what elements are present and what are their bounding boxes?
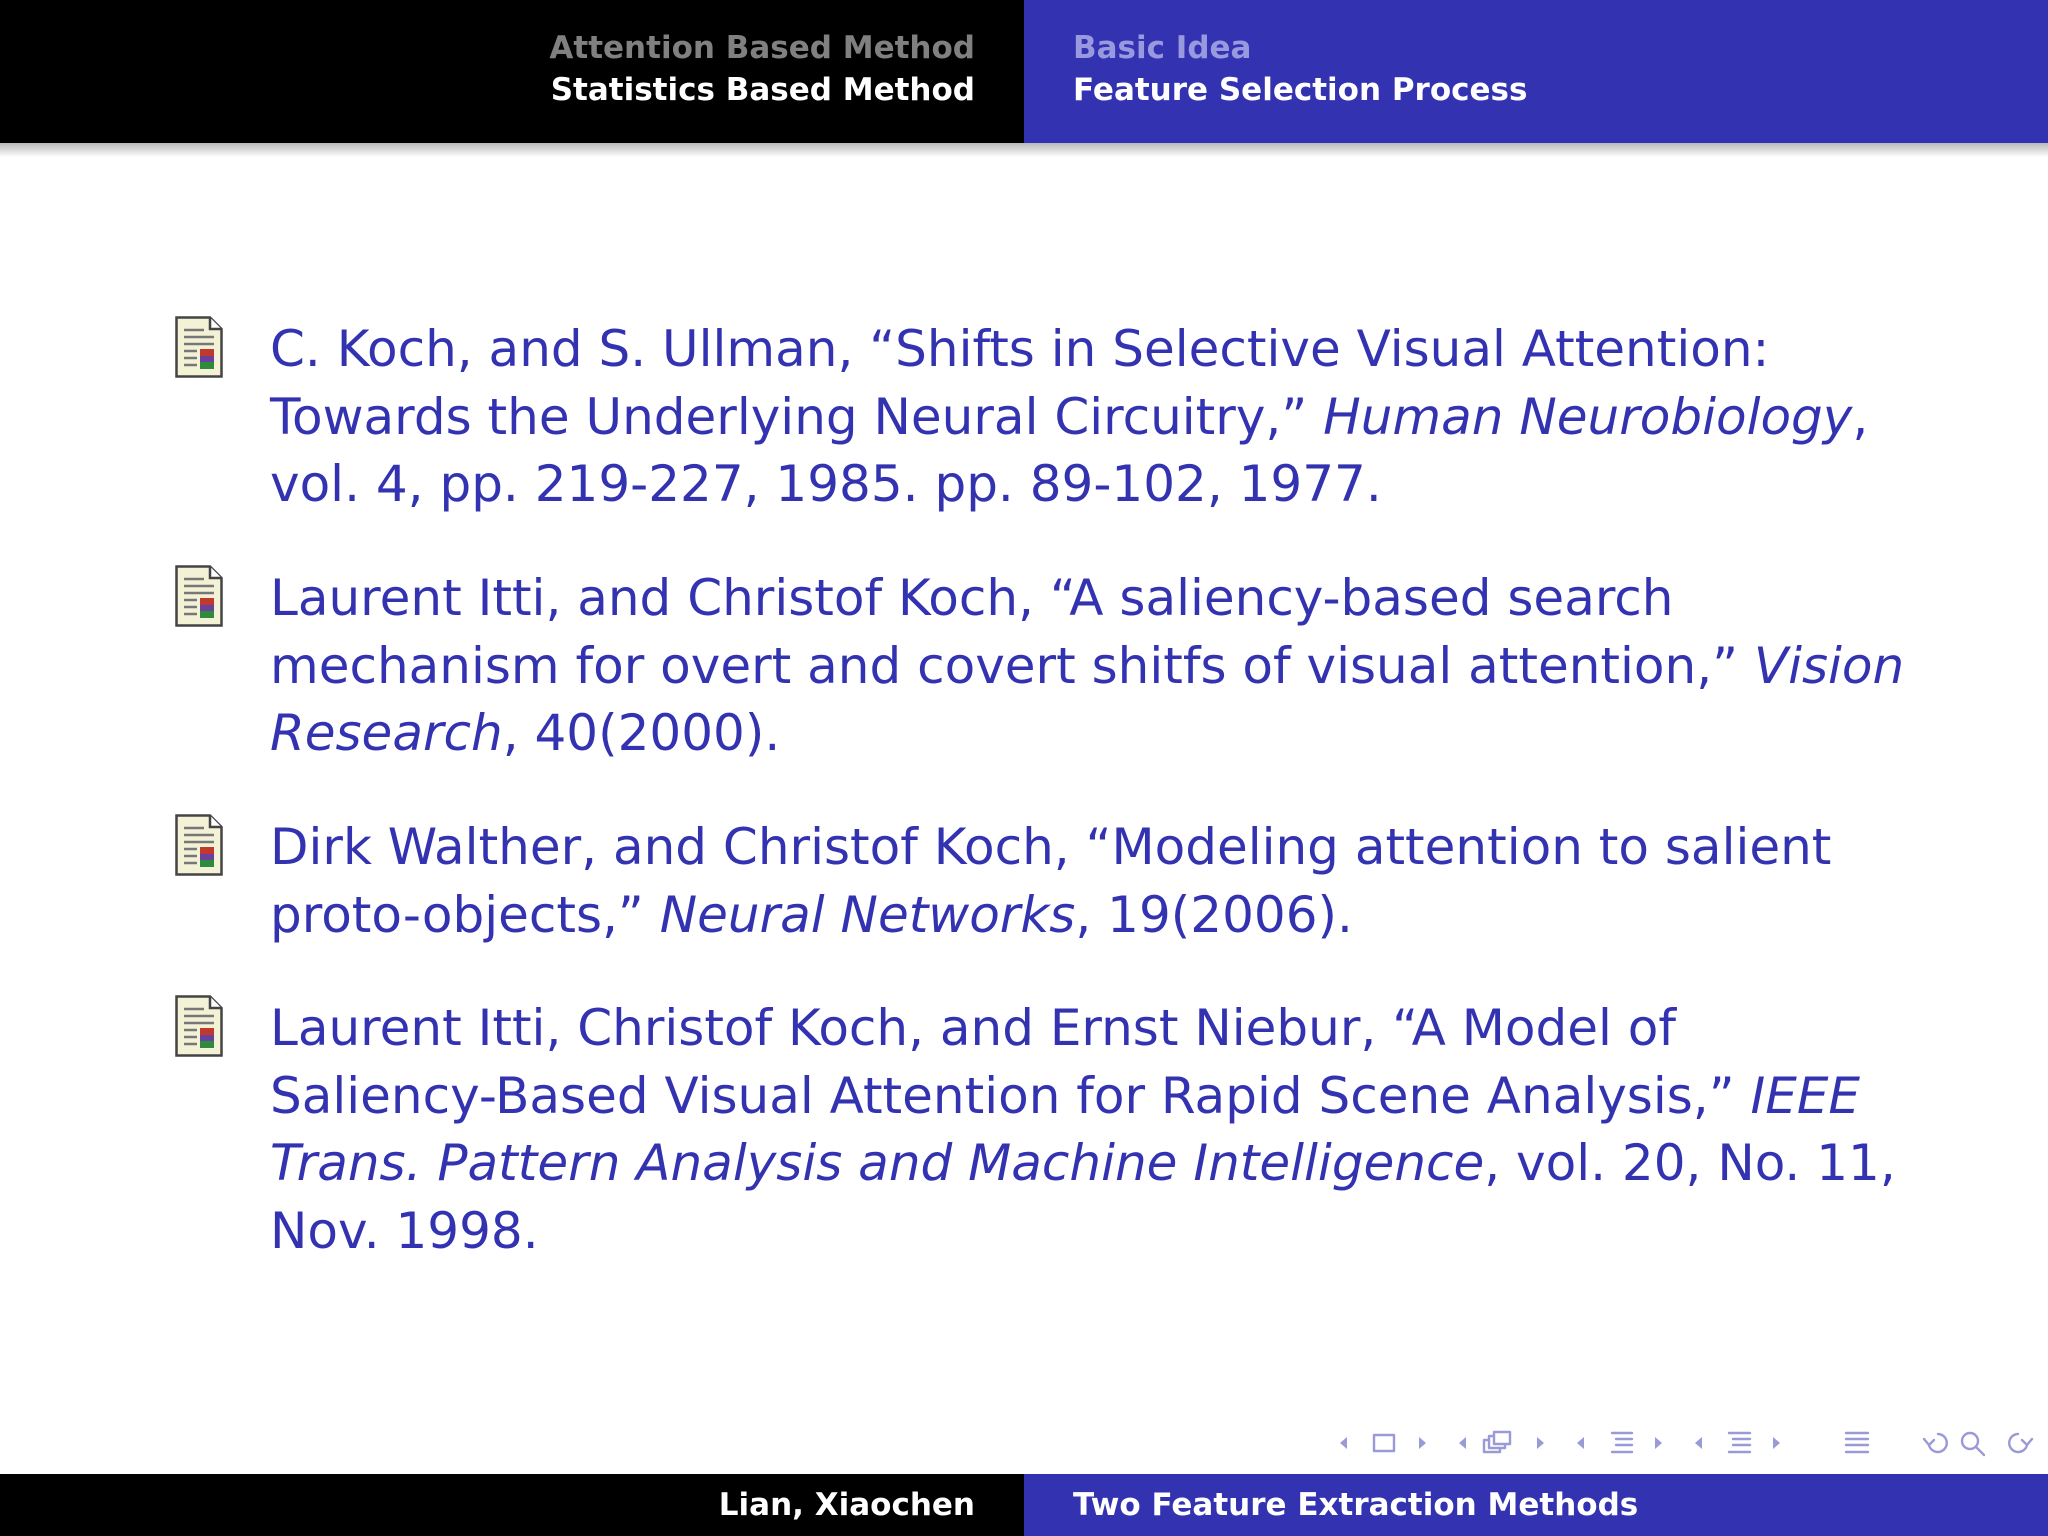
previous-slide-group-icon[interactable] <box>1695 1437 1702 1449</box>
reference-text: Laurent Itti, and Christof Koch, “A saliency-based search mechanism for overt and covert shitfs of visual attention,” Vision Research, 40(2000). <box>270 569 1905 762</box>
nav-subsection-feature-selection-process[interactable]: Feature Selection Process <box>1073 72 1528 108</box>
search-icon[interactable] <box>1962 1433 1984 1455</box>
footer-title: Two Feature Extraction Methods <box>1073 1487 1639 1523</box>
next-section-icon[interactable] <box>1655 1437 1662 1449</box>
navigation-symbols <box>0 1422 2048 1466</box>
reference-text: Dirk Walther, and Christof Koch, “Modeling attention to salient proto-objects,” Neural Networks, 19(2006). <box>270 818 1832 944</box>
article-icon <box>175 814 223 876</box>
footer-title-box <box>1024 1474 2048 1536</box>
article-icon <box>175 995 223 1057</box>
document-icon <box>1729 1433 1750 1452</box>
next-subsection-icon[interactable] <box>1537 1437 1544 1449</box>
article-icon <box>175 316 223 378</box>
reference-text: C. Koch, and S. Ullman, “Shifts in Selective Visual Attention: Towards the Underlying Neural Circuitry,” Human Neurobiology, vol. 4, pp. 219-227, 1985. pp. 89-102, 1977. <box>270 320 1869 513</box>
reference-venue: Neural Networks <box>659 885 1076 944</box>
frame-icon <box>1374 1435 1394 1451</box>
appendix-icon[interactable] <box>1846 1433 1868 1452</box>
nav-subsection-basic-idea[interactable]: Basic Idea <box>1073 30 1252 66</box>
previous-subsection-icon[interactable] <box>1459 1437 1466 1449</box>
footer-author: Lian, Xiaochen <box>718 1487 975 1523</box>
reference-venue: Human Neurobiology <box>1323 387 1853 446</box>
nav-section-statistics-based-method[interactable]: Statistics Based Method <box>550 72 975 108</box>
footer-bar <box>0 1474 2048 1536</box>
next-frame-icon[interactable] <box>1419 1437 1426 1449</box>
header-shadow <box>0 143 2048 157</box>
subsection-icon <box>1484 1432 1510 1452</box>
section-icon <box>1612 1433 1632 1452</box>
header-bar <box>0 0 2048 143</box>
reference-text: Laurent Itti, Christof Koch, and Ernst Niebur, “A Model of Saliency-Based Visual Attention for Rapid Scene Analysis,” IEEE Trans. Pattern Analysis and Machine Intelligence, vol. 20, No. 11, Nov. 1998. <box>270 999 1896 1260</box>
section-nav <box>0 0 1024 143</box>
next-slide-group-icon[interactable] <box>1773 1437 1780 1449</box>
previous-frame-icon[interactable] <box>1340 1437 1347 1449</box>
reference-venue: Vision Research <box>270 636 1905 762</box>
previous-section-icon[interactable] <box>1577 1437 1584 1449</box>
back-icon[interactable] <box>1924 1434 1947 1452</box>
forward-icon[interactable] <box>2009 1434 2032 1452</box>
article-icon <box>175 565 223 627</box>
nav-section-attention-based-method[interactable]: Attention Based Method <box>549 30 975 66</box>
subsection-nav <box>1024 0 2048 143</box>
reference-venue: IEEE Trans. Pattern Analysis and Machine Intelligence <box>270 1066 1861 1192</box>
footer-author-box <box>0 1474 1024 1536</box>
